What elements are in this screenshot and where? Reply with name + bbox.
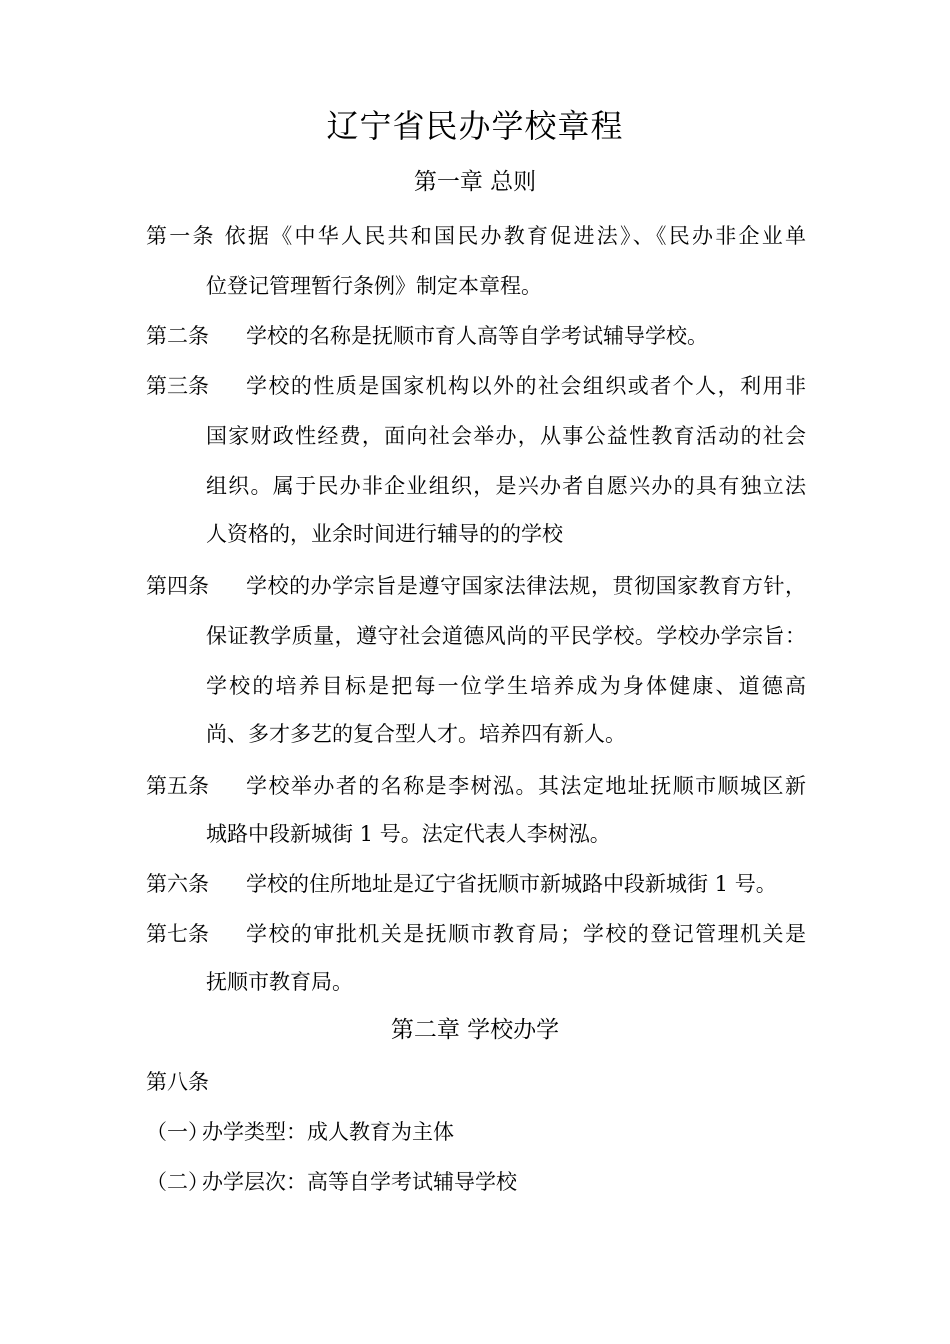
article-6-line-1: 学校的住所地址是辽宁省抚顺市新城路中段新城街 1 号。 [246, 872, 777, 896]
article-4-label: 第四条 [146, 574, 209, 598]
chapter-heading-1: 第一章 总则 [413, 169, 537, 195]
article-8-item-2-label: （二） [146, 1170, 209, 1194]
article-3-line-3: 组织。属于民办非企业组织，是兴办者自愿兴办的具有独立法 [206, 474, 806, 498]
article-3-line-4: 人资格的，业余时间进行辅导的的学校 [206, 522, 563, 546]
article-5-line-1: 学校举办者的名称是李树泓。其法定地址抚顺市顺城区新 [246, 774, 806, 798]
document-title: 辽宁省民办学校章程 [326, 107, 624, 145]
article-4-line-1: 学校的办学宗旨是遵守国家法律法规，贯彻国家教育方针， [246, 574, 806, 598]
article-3-line-2: 国家财政性经费，面向社会举办，从事公益性教育活动的社会 [206, 424, 806, 448]
article-3-line-1: 学校的性质是国家机构以外的社会组织或者个人，利用非 [246, 374, 806, 398]
article-5-line-2: 城路中段新城街 1 号。法定代表人李树泓。 [206, 822, 611, 846]
article-7-line-1: 学校的审批机关是抚顺市教育局；学校的登记管理机关是 [246, 922, 806, 946]
chapter-heading-2: 第二章 学校办学 [390, 1017, 560, 1043]
article-8-item-1-text: 办学类型：成人教育为主体 [202, 1120, 454, 1144]
article-2-label: 第二条 [146, 324, 209, 348]
article-4-line-2: 保证教学质量，遵守社会道德风尚的平民学校。学校办学宗旨： [206, 624, 806, 648]
article-5-label: 第五条 [146, 774, 209, 798]
article-7-line-2: 抚顺市教育局。 [206, 970, 353, 994]
article-1-line-2: 位登记管理暂行条例》制定本章程。 [206, 274, 542, 298]
article-7-label: 第七条 [146, 922, 209, 946]
article-4-line-3: 学校的培养目标是把每一位学生培养成为身体健康、道德高 [206, 674, 806, 698]
article-2-line-1: 学校的名称是抚顺市育人高等自学考试辅导学校。 [246, 324, 708, 348]
article-8-item-1-label: （一） [146, 1120, 209, 1144]
article-6-label: 第六条 [146, 872, 209, 896]
article-3-label: 第三条 [146, 374, 209, 398]
article-8-label: 第八条 [146, 1070, 209, 1094]
article-4-line-4: 尚、多才多艺的复合型人才。培养四有新人。 [206, 722, 626, 746]
article-1-line-1: 第一条 依据《中华人民共和国民办教育促进法》、《民办非企业单 [146, 224, 806, 248]
article-8-item-2-text: 办学层次：高等自学考试辅导学校 [202, 1170, 517, 1194]
